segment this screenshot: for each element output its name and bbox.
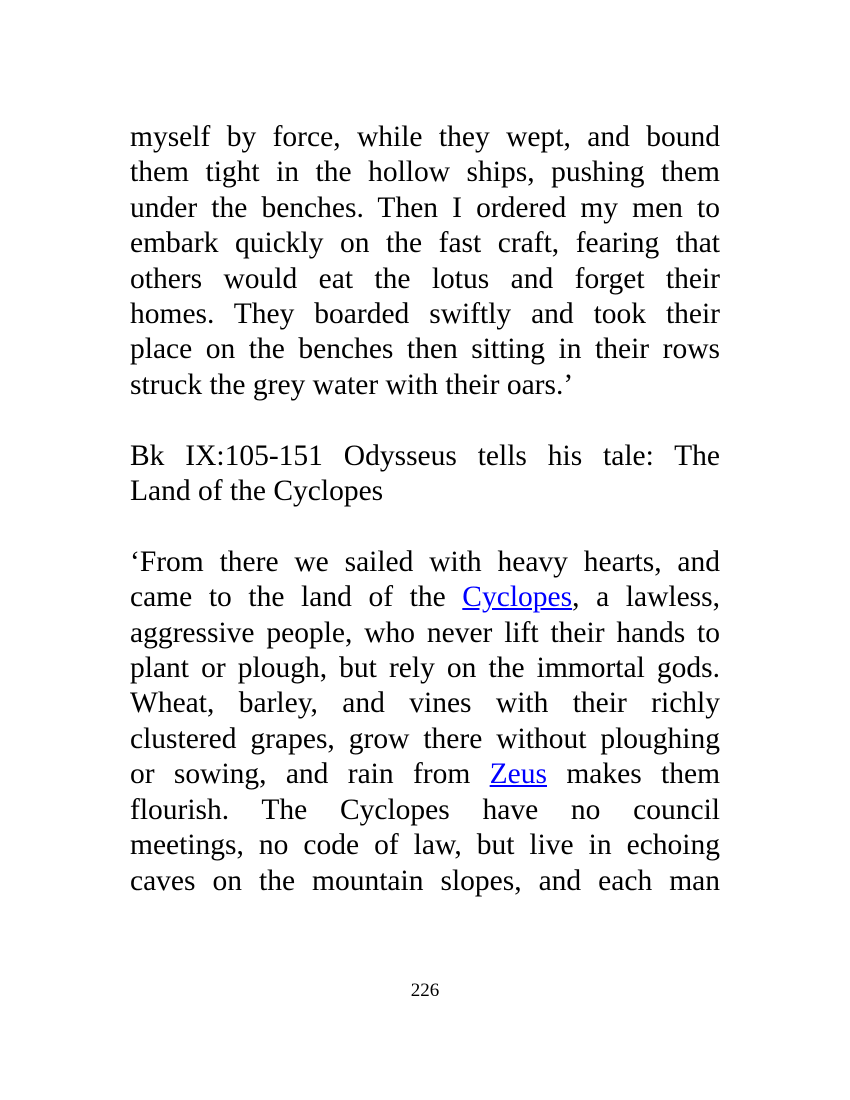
text-line: Wheat, barley, and vines with their richly [130,687,720,720]
text-fragment: , a lawless, [572,581,721,614]
text-line: flourish. The Cyclopes have no council [130,793,720,826]
text-fragment: came to the land of the [130,581,446,614]
text-line: plant or plough, but rely on the immortal gods. [130,652,720,685]
heading-line: Land of the Cyclopes [130,475,384,508]
heading-line: Bk IX:105-151 Odysseus tells his tale: The [130,439,720,472]
cyclopes-link[interactable]: Cyclopes [462,581,573,614]
paragraph-gap [130,509,720,544]
paragraph-land-of-cyclopes [130,545,720,899]
text-line: aggressive people, who never lift their hands to [130,616,720,649]
text-line: struck the grey water with their oars.’ [130,368,574,401]
text-line: clustered grapes, grow there without ploughing [130,722,720,755]
text-line: place on the benches then sitting in their rows [130,333,720,366]
text-line: embark quickly on the fast craft, fearing that [130,227,720,260]
section-heading [130,439,720,510]
zeus-link[interactable]: Zeus [489,758,547,791]
text-line: ‘From there we sailed with heavy hearts, and [130,545,720,578]
text-line: meetings, no code of law, but live in echoing [130,829,720,862]
text-line: them tight in the hollow ships, pushing them [130,156,720,189]
text-fragment: or sowing, and rain from [130,758,471,791]
paragraph-escape-from-lotus-eaters [130,120,720,403]
text-line-with-link [130,757,720,792]
text-line: homes. They boarded swiftly and took their [130,298,720,331]
text-line: caves on the mountain slopes, and each man [130,864,720,897]
page-body [130,120,720,899]
page-number: 226 [410,980,440,1001]
text-fragment: makes them [566,758,721,791]
text-line: others would eat the lotus and forget their [130,262,720,295]
paragraph-gap [130,403,720,438]
text-line: myself by force, while they wept, and bound [130,121,720,153]
text-line: under the benches. Then I ordered my men to [130,191,720,224]
text-line-with-link [130,580,720,615]
